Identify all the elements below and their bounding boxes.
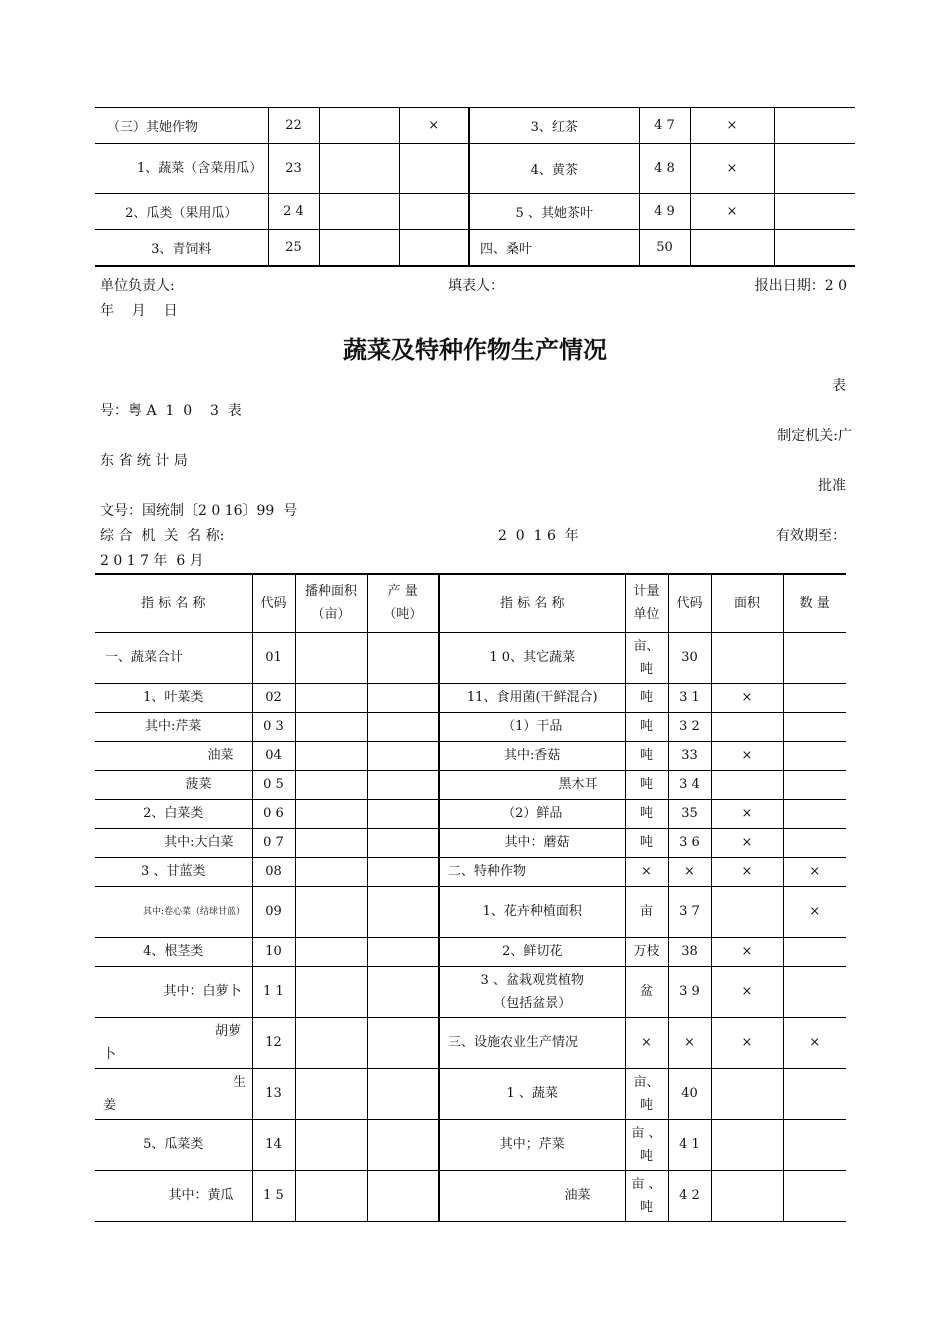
data-cell xyxy=(367,1068,439,1119)
table-row xyxy=(95,683,846,712)
row-label: 其中：白萝卜 xyxy=(95,966,252,1017)
data-cell xyxy=(783,799,846,828)
row-code: 10 xyxy=(252,937,295,966)
row-label: 1、叶菜类 xyxy=(95,683,252,712)
report-year: 2 0 1 6 年 xyxy=(498,528,579,544)
data-cell xyxy=(367,683,439,712)
data-cell xyxy=(711,1170,783,1221)
data-cell xyxy=(295,683,367,712)
row-label: 菠菜 xyxy=(95,770,252,799)
row-label: 油菜 xyxy=(439,1170,625,1221)
data-cell xyxy=(711,712,783,741)
data-cell xyxy=(711,770,783,799)
row-code: 30 xyxy=(668,632,711,683)
agency: 东 省 统 计 局 xyxy=(100,453,188,469)
header-output: 产 量（吨） xyxy=(367,574,439,632)
unit-cell: 吨 xyxy=(625,712,668,741)
data-cell xyxy=(367,828,439,857)
row-code: 02 xyxy=(252,683,295,712)
row-label: （三）其她作物 xyxy=(95,108,268,144)
table-row xyxy=(95,1119,846,1170)
row-code: 3 7 xyxy=(668,886,711,937)
unit-cell: × xyxy=(625,1017,668,1068)
row-label: 4、根茎类 xyxy=(95,937,252,966)
row-code: 3 6 xyxy=(668,828,711,857)
row-label: 其中：黄瓜 xyxy=(95,1170,252,1221)
unit-cell: 吨 xyxy=(625,770,668,799)
row-label: 2、白菜类 xyxy=(95,799,252,828)
unit-cell: 亩、吨 xyxy=(625,1068,668,1119)
data-cell xyxy=(774,230,855,266)
row-label: 2、鲜切花 xyxy=(439,937,625,966)
row-label: 黑木耳 xyxy=(439,770,625,799)
row-label: 3 、甘蓝类 xyxy=(95,857,252,886)
unit-cell: 吨 xyxy=(625,683,668,712)
row-label: 其中:大白菜 xyxy=(95,828,252,857)
data-cell xyxy=(295,741,367,770)
row-code: 14 xyxy=(252,1119,295,1170)
data-cell xyxy=(399,194,469,230)
valid-until-label: 有效期至： xyxy=(776,528,846,544)
data-cell xyxy=(783,1119,846,1170)
unit-cell: 盆 xyxy=(625,966,668,1017)
data-cell xyxy=(295,1119,367,1170)
data-cell xyxy=(295,937,367,966)
report-date-ymd: 年 月 日 xyxy=(100,303,178,319)
header-row xyxy=(95,574,846,632)
data-cell xyxy=(711,886,783,937)
data-cell xyxy=(319,194,399,230)
table-row xyxy=(95,230,855,266)
data-cell xyxy=(295,828,367,857)
row-code: 4 8 xyxy=(639,144,690,194)
header-area: 面积 xyxy=(711,574,783,632)
data-cell xyxy=(783,683,846,712)
row-label: 5 、其她茶叶 xyxy=(469,194,639,230)
row-label: 1 0、其它蔬菜 xyxy=(439,632,625,683)
row-label: 其中；芹菜 xyxy=(439,1119,625,1170)
row-label: 1 、蔬菜 xyxy=(439,1068,625,1119)
data-cell: × xyxy=(690,108,774,144)
continuation-table xyxy=(95,107,855,267)
row-code: 3 9 xyxy=(668,966,711,1017)
row-label: 三、设施农业生产情况 xyxy=(439,1017,625,1068)
row-label: （2）鲜品 xyxy=(439,799,625,828)
row-code: 12 xyxy=(252,1017,295,1068)
data-cell xyxy=(774,108,855,144)
table-row xyxy=(95,770,846,799)
data-cell xyxy=(295,1068,367,1119)
row-label: 其中：蘑菇 xyxy=(439,828,625,857)
header-name: 指 标 名 称 xyxy=(95,574,252,632)
row-code: × xyxy=(668,1017,711,1068)
row-code: 50 xyxy=(639,230,690,266)
data-cell xyxy=(783,632,846,683)
data-cell xyxy=(367,1119,439,1170)
row-code: 40 xyxy=(668,1068,711,1119)
table-row xyxy=(95,857,846,886)
data-cell: × xyxy=(783,857,846,886)
row-code: 1 5 xyxy=(252,1170,295,1221)
table-row xyxy=(95,1017,846,1068)
row-code: 04 xyxy=(252,741,295,770)
header-sown-area: 播种面积（亩） xyxy=(295,574,367,632)
main-statistics-table xyxy=(95,573,846,1222)
row-label: （1）干品 xyxy=(439,712,625,741)
row-label: 1、蔬菜（含菜用瓜） xyxy=(95,144,268,194)
row-label: 3、青饲料 xyxy=(95,230,268,266)
data-cell xyxy=(367,799,439,828)
row-code: 13 xyxy=(252,1068,295,1119)
data-cell: × xyxy=(711,966,783,1017)
row-code: 4 7 xyxy=(639,108,690,144)
table-row xyxy=(95,194,855,230)
data-cell xyxy=(367,770,439,799)
data-cell xyxy=(319,108,399,144)
data-cell: × xyxy=(711,799,783,828)
row-label: 5、瓜菜类 xyxy=(95,1119,252,1170)
table-row xyxy=(95,828,846,857)
row-code: 1 1 xyxy=(252,966,295,1017)
row-code: 4 1 xyxy=(668,1119,711,1170)
data-cell: × xyxy=(711,683,783,712)
data-cell xyxy=(783,712,846,741)
table-row xyxy=(95,886,846,937)
form-number: 号：粤 A 1 0 3 表 xyxy=(100,403,242,419)
row-label: 3、红茶 xyxy=(469,108,639,144)
form-number-head: 表 xyxy=(832,378,846,394)
row-code: 3 2 xyxy=(668,712,711,741)
unit-cell: 吨 xyxy=(625,828,668,857)
row-label: 其中:香菇 xyxy=(439,741,625,770)
data-cell: × xyxy=(711,937,783,966)
row-label: 其中:卷心菜（结球甘蓝） xyxy=(95,886,252,937)
data-cell xyxy=(783,1170,846,1221)
data-cell xyxy=(295,966,367,1017)
row-label: 11、食用菌(干鲜混合) xyxy=(439,683,625,712)
header-name-right: 指 标 名 称 xyxy=(439,574,625,632)
unit-cell: 亩、吨 xyxy=(625,632,668,683)
header-unit: 计量单位 xyxy=(625,574,668,632)
approval-head: 批准 xyxy=(818,478,846,494)
row-label: 一、蔬菜合计 xyxy=(95,632,252,683)
data-cell xyxy=(295,886,367,937)
data-cell xyxy=(399,230,469,266)
data-cell xyxy=(711,632,783,683)
table-row xyxy=(95,966,846,1017)
data-cell xyxy=(774,194,855,230)
row-code: 0 3 xyxy=(252,712,295,741)
data-cell: × xyxy=(711,741,783,770)
row-code: 3 1 xyxy=(668,683,711,712)
table-row xyxy=(95,937,846,966)
data-cell xyxy=(367,1017,439,1068)
row-code: 0 5 xyxy=(252,770,295,799)
data-cell xyxy=(367,886,439,937)
table-row xyxy=(95,632,846,683)
unit-cell: 吨 xyxy=(625,741,668,770)
row-label: 1、花卉种植面积 xyxy=(439,886,625,937)
data-cell xyxy=(711,1119,783,1170)
table-row xyxy=(95,108,855,144)
table-row xyxy=(95,1170,846,1221)
data-cell xyxy=(783,966,846,1017)
row-code: 2 4 xyxy=(268,194,319,230)
row-label: 生姜 xyxy=(95,1068,252,1119)
data-cell xyxy=(783,828,846,857)
row-code: 4 2 xyxy=(668,1170,711,1221)
row-label: 胡萝卜 xyxy=(95,1017,252,1068)
data-cell xyxy=(295,632,367,683)
data-cell xyxy=(319,144,399,194)
table-row xyxy=(95,712,846,741)
row-code: 3 4 xyxy=(668,770,711,799)
data-cell xyxy=(783,937,846,966)
data-cell xyxy=(367,966,439,1017)
row-code: 33 xyxy=(668,741,711,770)
row-label: 3 、盆栽观赏植物（包括盆景） xyxy=(439,966,625,1017)
unit-cell: 吨 xyxy=(625,799,668,828)
table-row xyxy=(95,741,846,770)
unit-cell: 亩 、吨 xyxy=(625,1119,668,1170)
unit-cell: × xyxy=(625,857,668,886)
row-code: 08 xyxy=(252,857,295,886)
data-cell xyxy=(399,144,469,194)
row-code: 23 xyxy=(268,144,319,194)
data-cell xyxy=(319,230,399,266)
data-cell xyxy=(774,144,855,194)
approval-number: 文号：国统制〔2 0 16〕99 号 xyxy=(100,503,298,519)
unit-cell: 亩 xyxy=(625,886,668,937)
header-quantity: 数 量 xyxy=(783,574,846,632)
data-cell: × xyxy=(690,144,774,194)
data-cell xyxy=(783,1068,846,1119)
data-cell xyxy=(367,857,439,886)
data-cell: × xyxy=(711,857,783,886)
data-cell xyxy=(783,741,846,770)
data-cell xyxy=(367,937,439,966)
data-cell xyxy=(295,770,367,799)
data-cell: × xyxy=(711,1017,783,1068)
page-title: 蔬菜及特种作物生产情况 xyxy=(343,336,607,364)
data-cell xyxy=(295,799,367,828)
data-cell xyxy=(295,712,367,741)
table-row xyxy=(95,799,846,828)
row-label: 油菜 xyxy=(95,741,252,770)
data-cell xyxy=(367,632,439,683)
data-cell xyxy=(295,1017,367,1068)
table-row xyxy=(95,144,855,194)
data-cell: × xyxy=(399,108,469,144)
office-name-label: 综 合 机 关 名 称: xyxy=(100,528,225,544)
filler-label: 填表人： xyxy=(448,278,504,294)
data-cell: × xyxy=(711,828,783,857)
data-cell xyxy=(690,230,774,266)
row-label: 4、黄茶 xyxy=(469,144,639,194)
row-code: 4 9 xyxy=(639,194,690,230)
row-label: 2、瓜类（果用瓜） xyxy=(95,194,268,230)
data-cell xyxy=(295,857,367,886)
row-code: × xyxy=(668,857,711,886)
row-label: 其中:芹菜 xyxy=(95,712,252,741)
row-code: 01 xyxy=(252,632,295,683)
data-cell xyxy=(295,1170,367,1221)
unit-cell: 万枝 xyxy=(625,937,668,966)
header-code: 代码 xyxy=(252,574,295,632)
report-date-label: 报出日期：2 0 xyxy=(754,278,847,294)
data-cell xyxy=(783,770,846,799)
header-code-right: 代码 xyxy=(668,574,711,632)
agency-head: 制定机关:广 xyxy=(777,428,852,444)
row-code: 22 xyxy=(268,108,319,144)
data-cell: × xyxy=(783,886,846,937)
row-label: 四、桑叶 xyxy=(469,230,639,266)
data-cell xyxy=(367,1170,439,1221)
row-code: 25 xyxy=(268,230,319,266)
data-cell xyxy=(367,712,439,741)
row-code: 0 7 xyxy=(252,828,295,857)
row-code: 0 6 xyxy=(252,799,295,828)
data-cell xyxy=(711,1068,783,1119)
row-label: 二、特种作物 xyxy=(439,857,625,886)
valid-until-date: 2 0 1 7 年 6 月 xyxy=(100,553,204,569)
row-code: 35 xyxy=(668,799,711,828)
unit-head-label: 单位负责人: xyxy=(100,278,175,294)
data-cell xyxy=(367,741,439,770)
row-code: 09 xyxy=(252,886,295,937)
table-row xyxy=(95,1068,846,1119)
unit-cell: 亩 、吨 xyxy=(625,1170,668,1221)
data-cell: × xyxy=(690,194,774,230)
data-cell: × xyxy=(783,1017,846,1068)
row-code: 38 xyxy=(668,937,711,966)
